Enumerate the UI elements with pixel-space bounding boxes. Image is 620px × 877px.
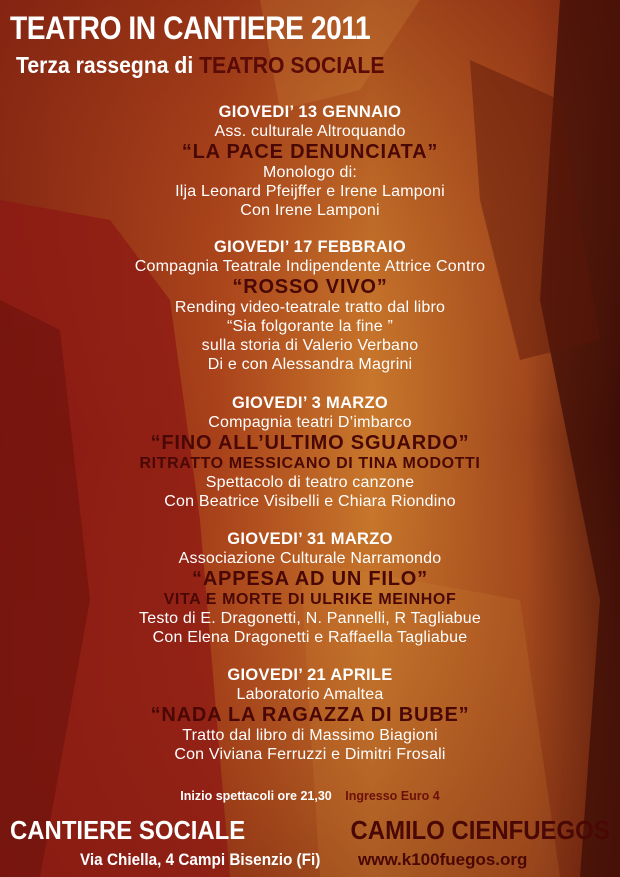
event-company: Laboratorio Amaltea — [236, 686, 384, 703]
event-1 — [0, 103, 620, 220]
start-info — [0, 789, 620, 803]
event-detail: Monologo di: — [262, 164, 358, 181]
event-date: GIOVEDI’ 13 GENNAIO — [218, 103, 402, 121]
event-2 — [0, 238, 620, 374]
event-show-title: “ROSSO VIVO” — [232, 276, 388, 298]
event-detail: Rending video-teatrale tratto dal libro — [174, 299, 446, 316]
website-link[interactable]: www.k100fuegos.org — [358, 850, 528, 869]
event-show-subtitle: VITA E MORTE DI ULRIKE MEINHOF — [163, 591, 457, 608]
venue-label: CANTIERE SOCIALE — [10, 815, 246, 845]
poster-title: TEATRO IN CANTIERE 2011 — [10, 10, 371, 46]
event-detail: Con Elena Dragonetti e Raffaella Tagliabue — [152, 629, 468, 646]
ticket-price: Ingresso Euro 4 — [345, 789, 440, 803]
event-show-title: “NADA LA RAGAZZA DI BUBE” — [150, 704, 470, 726]
venue-address: Via Chiella, 4 Campi Bisenzio (Fi) — [80, 850, 321, 869]
event-date: GIOVEDI’ 21 APRILE — [227, 666, 393, 684]
event-show-title: “APPESA AD UN FILO” — [192, 568, 428, 590]
event-company: Compagnia teatri D’imbarco — [208, 414, 412, 431]
start-time: Inizio spettacoli ore 21,30 — [180, 789, 332, 803]
event-show-subtitle: RITRATTO MESSICANO DI TINA MODOTTI — [139, 455, 481, 472]
event-5 — [0, 666, 620, 764]
event-detail: Testo di E. Dragonetti, N. Pannelli, R Tagliabue — [139, 610, 481, 627]
event-detail: sulla storia di Valerio Verbano — [201, 337, 419, 354]
event-detail: Con Irene Lamponi — [240, 202, 380, 219]
event-4 — [0, 530, 620, 647]
event-detail: Di e con Alessandra Magrini — [207, 356, 413, 373]
event-date: GIOVEDI’ 31 MARZO — [227, 530, 393, 548]
poster-subtitle — [16, 52, 384, 79]
event-date: GIOVEDI’ 3 MARZO — [231, 394, 389, 412]
event-detail: Con Viviana Ferruzzi e Dimitri Frosali — [174, 746, 446, 763]
event-show-title: “LA PACE DENUNCIATA” — [181, 141, 439, 163]
event-3 — [0, 394, 620, 511]
event-company: Associazione Culturale Narramondo — [178, 550, 442, 567]
event-detail: Con Beatrice Visibelli e Chiara Riondino — [164, 493, 456, 510]
event-company: Ass. culturale Altroquando — [214, 123, 406, 140]
event-show-title: “FINO ALL’ULTIMO SGUARDO” — [150, 432, 470, 454]
subtitle-prefix: Terza rassegna di — [16, 52, 194, 78]
event-detail: Spettacolo di teatro canzone — [205, 474, 415, 491]
event-detail: Ilja Leonard Pfeijffer e Irene Lamponi — [175, 183, 445, 200]
venue-name: CAMILO CIENFUEGOS — [350, 815, 610, 845]
event-company: Compagnia Teatrale Indipendente Attrice Contro — [134, 258, 486, 275]
event-detail: “Sia folgorante la fine ” — [227, 318, 393, 335]
event-detail: Tratto dal libro di Massimo Biagioni — [182, 727, 438, 744]
event-date: GIOVEDI’ 17 FEBBRAIO — [213, 238, 407, 256]
subtitle-highlight: TEATRO SOCIALE — [199, 52, 385, 78]
